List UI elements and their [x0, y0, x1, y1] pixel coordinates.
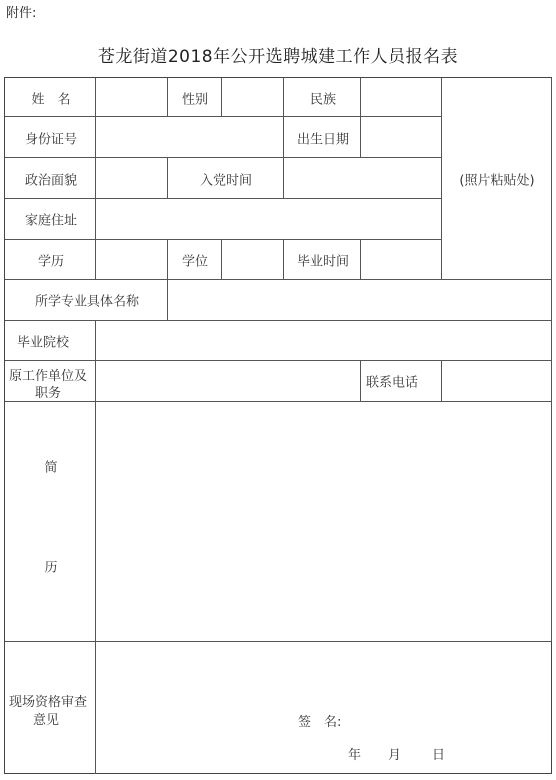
name-label: 姓 名 — [31, 92, 71, 108]
name-input-cell[interactable] — [96, 78, 168, 117]
review-label-line2: 意见 — [33, 713, 60, 728]
political-status-input-cell[interactable] — [96, 158, 168, 199]
school-label: 毕业院校 — [16, 335, 70, 351]
resume-label-char1: 简 — [44, 460, 58, 476]
resume-label-char2: 历 — [44, 560, 58, 576]
form-title: 苍龙街道2018年公开选聘城建工作人员报名表 — [97, 47, 459, 67]
id-number-input-cell[interactable] — [96, 117, 284, 158]
review-input-cell[interactable] — [96, 642, 552, 774]
home-address-input-cell[interactable] — [96, 199, 442, 240]
party-date-input-cell[interactable] — [284, 158, 442, 199]
signature-label: 签 名: — [298, 715, 342, 730]
gender-input-cell[interactable] — [222, 78, 284, 117]
education-input-cell[interactable] — [96, 240, 168, 280]
gender-label: 性别 — [181, 92, 209, 108]
political-status-label: 政治面貌 — [24, 173, 78, 189]
home-address-label: 家庭住址 — [24, 213, 78, 229]
id-number-label: 身份证号 — [24, 132, 78, 148]
day-label: 日 — [432, 748, 446, 763]
school-input-cell[interactable] — [96, 321, 552, 361]
ethnicity-label: 民族 — [309, 92, 337, 108]
birth-date-label: 出生日期 — [296, 132, 350, 148]
major-input-cell[interactable] — [168, 280, 552, 321]
major-label: 所学专业具体名称 — [34, 294, 140, 310]
phone-input-cell[interactable] — [442, 361, 552, 402]
ethnicity-input-cell[interactable] — [361, 78, 442, 117]
photo-label: (照片粘贴处) — [459, 173, 535, 189]
phone-label: 联系电话 — [365, 375, 419, 391]
month-label: 月 — [388, 748, 402, 763]
attachment-label: 附件: — [6, 6, 37, 21]
degree-input-cell[interactable] — [222, 240, 284, 280]
former-unit-input-cell[interactable] — [96, 361, 361, 402]
degree-label: 学位 — [181, 254, 209, 270]
former-unit-label-line2: 职务 — [35, 386, 62, 401]
year-label: 年 — [348, 748, 362, 763]
former-unit-label-line1: 原工作单位及 — [9, 369, 88, 384]
party-date-label: 入党时间 — [199, 173, 253, 189]
registration-form-table — [4, 77, 552, 774]
review-label-line1: 现场资格审查 — [9, 695, 88, 710]
resume-label-cell — [5, 402, 96, 642]
birth-date-input-cell[interactable] — [361, 117, 442, 158]
graduation-date-input-cell[interactable] — [361, 240, 442, 280]
resume-input-cell[interactable] — [96, 402, 552, 642]
education-label: 学历 — [37, 254, 65, 270]
graduation-date-label: 毕业时间 — [296, 254, 350, 270]
